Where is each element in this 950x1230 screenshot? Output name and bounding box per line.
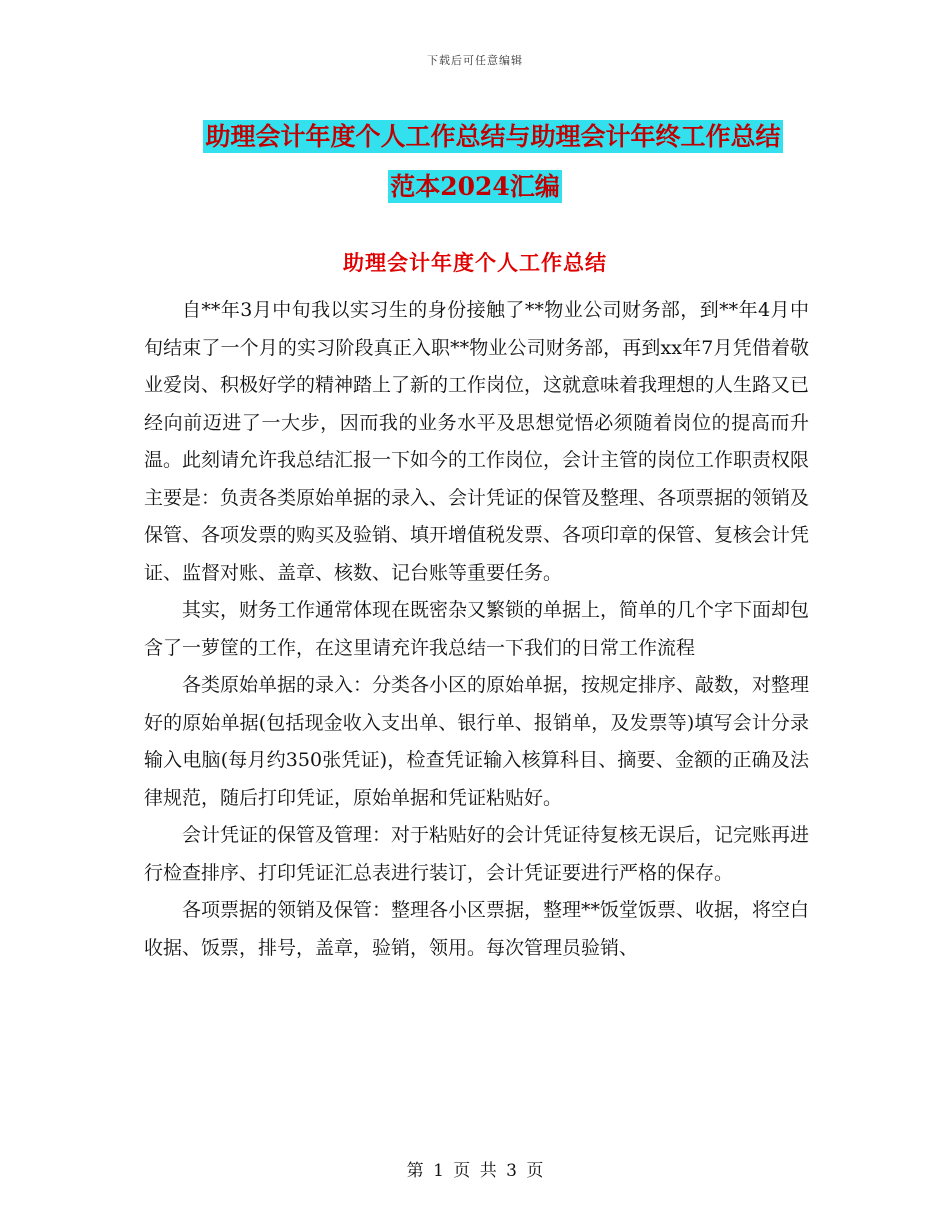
page-footer-page-number: 第 1 页 共 3 页 <box>406 1161 544 1181</box>
title-line-1-text: 助理会计年度个人工作总结与助理会计年终工作总结 <box>205 122 781 151</box>
page-header-note: 下载后可任意编辑 <box>427 54 523 67</box>
document-title-line-1 <box>0 112 950 162</box>
body-paragraph: 自**年3月中旬我以实习生的身份接触了**物业公司财务部，到**年4月中旬结束了一个月的实习阶段真正入职**物业公司财务部，再到xx年7月凭借着敬业爱岗、积极好学的精神踏上了新的工作岗位，这就意味着我理想的人生路又已经向前迈进了一大步，因而我的业务水平及思想觉悟必须随着岗位的提高而升温。此刻请允许我总结汇报一下如今的工作岗位，会计主管的岗位工作职责权限主要是：负责各类原始单据的录入、会计凭证的保管及整理、各项票据的领销及保管、各项发票的购买及验销、填开增值税发票、各项印章的保管、复核会计凭证、监督对账、盖章、核数、记台账等重要任务。 <box>144 299 810 584</box>
body-paragraph: 其实，财务工作通常体现在既密杂又繁锁的单据上，简单的几个字下面却包含了一萝筐的工作，在这里请充许我总结一下我们的日常工作流程 <box>144 599 810 659</box>
body-paragraph: 会计凭证的保管及管理：对于粘贴好的会计凭证待复核无误后，记完账再进行检查排序、打印凭证汇总表进行装订，会计凭证要进行严格的保存。 <box>144 824 810 884</box>
document-title-line-2 <box>0 162 950 212</box>
document-title <box>0 112 950 212</box>
title-line-2-text: 范本2024汇编 <box>390 172 560 201</box>
document-body <box>144 292 809 967</box>
body-paragraph: 各类原始单据的录入：分类各小区的原始单据，按规定排序、敲数，对整理好的原始单据(包括现金收入支出单、银行单、报销单，及发票等)填写会计分录输入电脑(每月约350张凭证)，检查凭证输入核算科目、摘要、金额的正确及法律规范，随后打印凭证，原始单据和凭证粘贴好。 <box>144 674 810 809</box>
section-title: 助理会计年度个人工作总结 <box>343 250 607 275</box>
body-paragraph: 各项票据的领销及保管：整理各小区票据，整理**饭堂饭票、收据，将空白收据、饭票，排号，盖章，验销，领用。每次管理员验销、 <box>144 899 810 959</box>
